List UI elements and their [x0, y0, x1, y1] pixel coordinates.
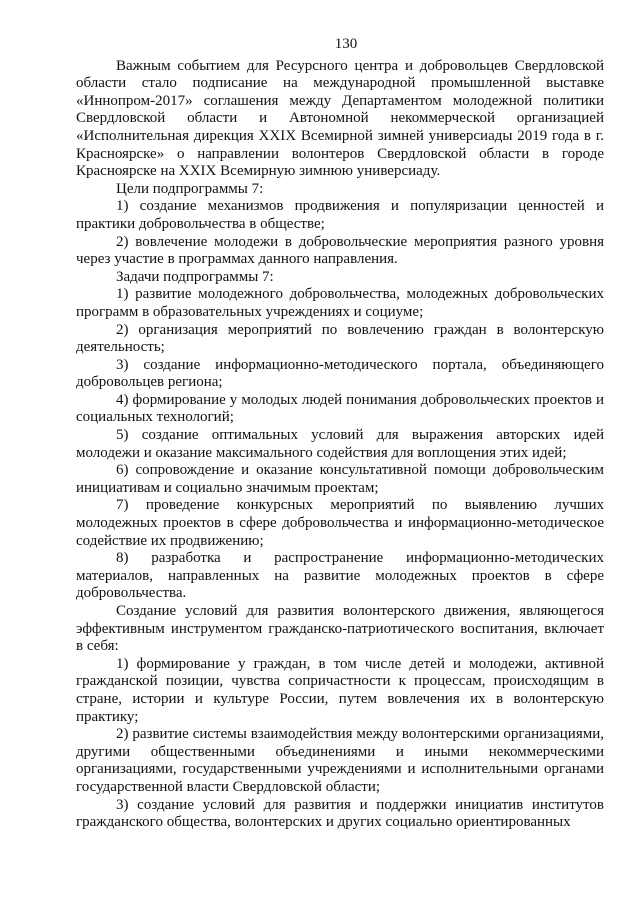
- task-item-8: 8) разработка и распространение информационно-методических материалов, направленных на развитие молодежных проектов в сфере добровольчества.: [76, 550, 604, 602]
- paragraph-innoprom-agreement: Важным событием для Ресурсного центра и добровольцев Свердловской области стало подписание на международной промышленной выставке «Иннопром-2017» соглашения между Департаментом молодежной политики Свердловской области и Автономной некоммерческой организацией «Исполнительная дирекция XXIX Всемирной зимней универсиады 2019 года в г. Красноярске» о направлении волонтеров Свердловской области в городе Красноярске на XXIX Всемирную зимнюю универсиаду.: [76, 57, 604, 180]
- task-item-5: 5) создание оптимальных условий для выражения авторских идей молодежи и оказание максимального содействия для воплощения этих идей;: [76, 427, 604, 461]
- task-item-7: 7) проведение конкурсных мероприятий по выявлению лучших молодежных проектов в сфере добровольчества и информационно-методическое содействие их продвижению;: [76, 497, 604, 549]
- condition-item-1: 1) формирование у граждан, в том числе детей и молодежи, активной гражданской позиции, чувства сопричастности к процессам, происходящим в стране, истории и культуре России, путем вовлечения их в волонтерскую практику;: [76, 655, 604, 725]
- task-item-3: 3) создание информационно-методического портала, объединяющего добровольцев региона;: [76, 356, 604, 391]
- goal-item-1: 1) создание механизмов продвижения и популяризации ценностей и практики добровольчества в обществе;: [76, 198, 604, 232]
- condition-item-2: 2) развитие системы взаимодействия между волонтерскими организациями, другими общественными объединениями и иными некоммерческими организациями, государственными учреждениями и исполнительными органами государственной власти Свердловской области;: [76, 726, 604, 795]
- task-item-2: 2) организация мероприятий по вовлечению граждан в волонтерскую деятельность;: [76, 321, 604, 356]
- goal-item-2: 2) вовлечение молодежи в добровольческие мероприятия разного уровня через участие в программах данного направления.: [76, 233, 604, 268]
- condition-item-3: 3) создание условий для развития и поддержки инициатив институтов гражданского общества, волонтерских и других социально ориентированных: [76, 796, 604, 831]
- task-item-6: 6) сопровождение и оказание консультативной помощи добровольческим инициативам и социально значимым проектам;: [76, 462, 604, 496]
- goals-heading: Цели подпрограммы 7:: [116, 180, 264, 197]
- page-number: 130: [334, 36, 358, 52]
- task-item-4: 4) формирование у молодых людей понимания добровольческих проектов и социальных технологий;: [76, 391, 604, 426]
- paragraph-volunteer-conditions: Создание условий для развития волонтерского движения, являющегося эффективным инструментом гражданско-патриотического воспитания, включает в себя:: [76, 603, 604, 655]
- tasks-heading: Задачи подпрограммы 7:: [116, 268, 274, 285]
- task-item-1: 1) развитие молодежного добровольчества, молодежных добровольческих программ в образовательных учреждениях и социуме;: [76, 286, 604, 320]
